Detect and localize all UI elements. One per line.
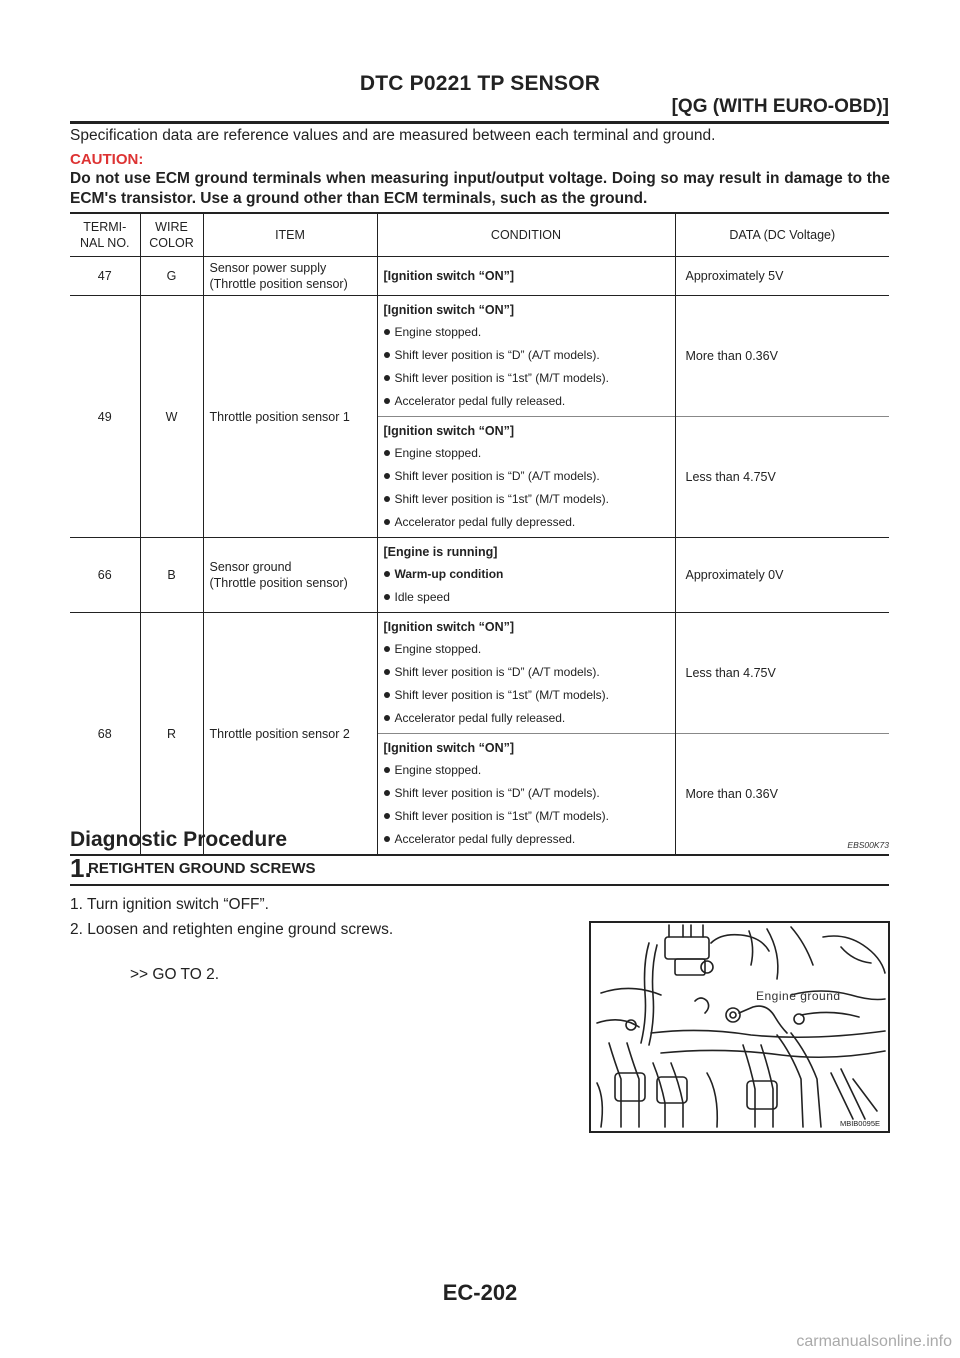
step-line-2: 2. Loosen and retighten engine ground screws. — [70, 921, 394, 938]
cell-data: Less than 4.75V — [675, 613, 889, 734]
cell-item: Sensor ground (Throttle position sensor) — [203, 538, 377, 613]
condition-item: Accelerator pedal fully depressed. — [384, 828, 669, 851]
cell-item: Throttle position sensor 2 — [203, 613, 377, 856]
header-wire-color: WIRE COLOR — [140, 213, 203, 257]
cell-terminal: 68 — [97, 726, 112, 741]
cell-wire-color: G — [140, 257, 203, 296]
bullet-icon — [384, 767, 390, 773]
figure-label: Engine ground — [756, 989, 841, 1003]
bullet-icon — [384, 571, 390, 577]
table-header-row — [70, 213, 889, 257]
header-data: DATA (DC Voltage) — [675, 213, 889, 257]
condition-item: Shift lever position is “D” (A/T models). — [384, 465, 669, 488]
bullet-icon — [384, 594, 390, 600]
bullet-icon — [384, 496, 390, 502]
cell-data: Less than 4.75V — [675, 417, 889, 538]
terminal-spec-table — [70, 212, 889, 856]
watermark: carmanualsonline.info — [796, 1333, 952, 1350]
engine-diagram-illustration — [591, 923, 888, 1131]
condition-item: Accelerator pedal fully released. — [384, 390, 669, 413]
condition-item: Engine stopped. — [384, 638, 669, 661]
bullet-icon — [384, 519, 390, 525]
figure-code: MBIB0095E — [839, 1119, 880, 1128]
cell-terminal: 66 — [97, 568, 112, 582]
cell-item: Throttle position sensor 1 — [203, 296, 377, 538]
condition-item: Shift lever position is “D” (A/T models). — [384, 661, 669, 684]
condition-item: Idle speed — [384, 586, 669, 609]
condition-heading: [Ignition switch “ON”] — [383, 269, 515, 283]
step-title: RETIGHTEN GROUND SCREWS — [88, 860, 316, 877]
condition-item: Shift lever position is “D” (A/T models). — [384, 782, 669, 805]
cell-data: Approximately 5V — [675, 257, 889, 296]
bullet-icon — [384, 790, 390, 796]
condition-item: Shift lever position is “D” (A/T models). — [384, 344, 669, 367]
bullet-icon — [384, 450, 390, 456]
condition-heading: [Engine is running] — [383, 545, 498, 559]
table-body — [70, 257, 889, 856]
step-line-1: 1. Turn ignition switch “OFF”. — [70, 896, 269, 913]
cell-condition — [377, 296, 675, 417]
bullet-icon — [384, 375, 390, 381]
table-row — [70, 257, 889, 296]
header-terminal: TERMI- NAL NO. — [79, 220, 130, 250]
engine-ground-figure — [589, 921, 890, 1133]
bullet-icon — [384, 836, 390, 842]
condition-item: Shift lever position is “1st” (M/T models). — [384, 805, 669, 828]
condition-heading: [Ignition switch “ON”] — [383, 424, 515, 438]
caution-label: CAUTION: — [70, 151, 144, 168]
condition-heading: [Ignition switch “ON”] — [383, 741, 515, 755]
cell-wire-color: R — [140, 613, 203, 856]
bullet-icon — [384, 692, 390, 698]
bullet-icon — [384, 329, 390, 335]
condition-item: Shift lever position is “1st” (M/T models). — [384, 488, 669, 511]
bullet-icon — [384, 473, 390, 479]
cell-item: Sensor power supply (Throttle position sensor) — [203, 257, 377, 296]
section-code: EBS00K73 — [847, 840, 889, 850]
table-row — [70, 296, 889, 417]
cell-condition — [377, 734, 675, 856]
cell-condition — [377, 538, 675, 613]
table-row — [70, 613, 889, 734]
cell-terminal: 47 — [97, 269, 112, 283]
bullet-icon — [384, 352, 390, 358]
condition-item: Warm-up condition — [384, 563, 669, 586]
header-item: ITEM — [203, 213, 377, 257]
condition-item: Accelerator pedal fully depressed. — [384, 511, 669, 534]
header-rule — [70, 121, 889, 124]
cell-data: Approximately 0V — [675, 538, 889, 613]
bullet-icon — [384, 398, 390, 404]
condition-item: Engine stopped. — [384, 759, 669, 782]
caution-text: Do not use ECM ground terminals when measuring input/output voltage. Doing so may result in damage to the ECM's transistor. Use a ground other than ECM terminals, such as the ground. — [70, 170, 890, 207]
bullet-icon — [384, 669, 390, 675]
condition-heading: [Ignition switch “ON”] — [383, 303, 515, 317]
cell-data: More than 0.36V — [675, 296, 889, 417]
step-rule — [70, 884, 889, 886]
bullet-icon — [384, 715, 390, 721]
cell-wire-color: W — [140, 296, 203, 538]
header-condition: CONDITION — [377, 213, 675, 257]
cell-condition — [377, 613, 675, 734]
intro-text: Specification data are reference values and are measured between each terminal and ground. — [70, 127, 716, 144]
condition-heading: [Ignition switch “ON”] — [383, 620, 515, 634]
table-row — [70, 538, 889, 613]
step-number: 1. — [70, 853, 92, 883]
cell-wire-color: B — [140, 538, 203, 613]
bullet-icon — [384, 646, 390, 652]
page-title: DTC P0221 TP SENSOR — [359, 72, 601, 95]
condition-item: Engine stopped. — [384, 321, 669, 344]
cell-condition — [377, 417, 675, 538]
section-title: Diagnostic Procedure — [70, 828, 288, 851]
cell-terminal: 49 — [97, 409, 112, 424]
condition-item: Engine stopped. — [384, 442, 669, 465]
bullet-icon — [384, 813, 390, 819]
condition-item: Shift lever position is “1st” (M/T models). — [384, 367, 669, 390]
cell-data: More than 0.36V — [675, 734, 889, 856]
goto-text: >> GO TO 2. — [130, 966, 220, 983]
page-subtitle: [QG (WITH EURO-OBD)] — [671, 96, 889, 117]
page-number: EC-202 — [442, 1280, 518, 1305]
condition-item: Accelerator pedal fully released. — [384, 707, 669, 730]
condition-item: Shift lever position is “1st” (M/T models). — [384, 684, 669, 707]
cell-condition — [377, 257, 675, 296]
